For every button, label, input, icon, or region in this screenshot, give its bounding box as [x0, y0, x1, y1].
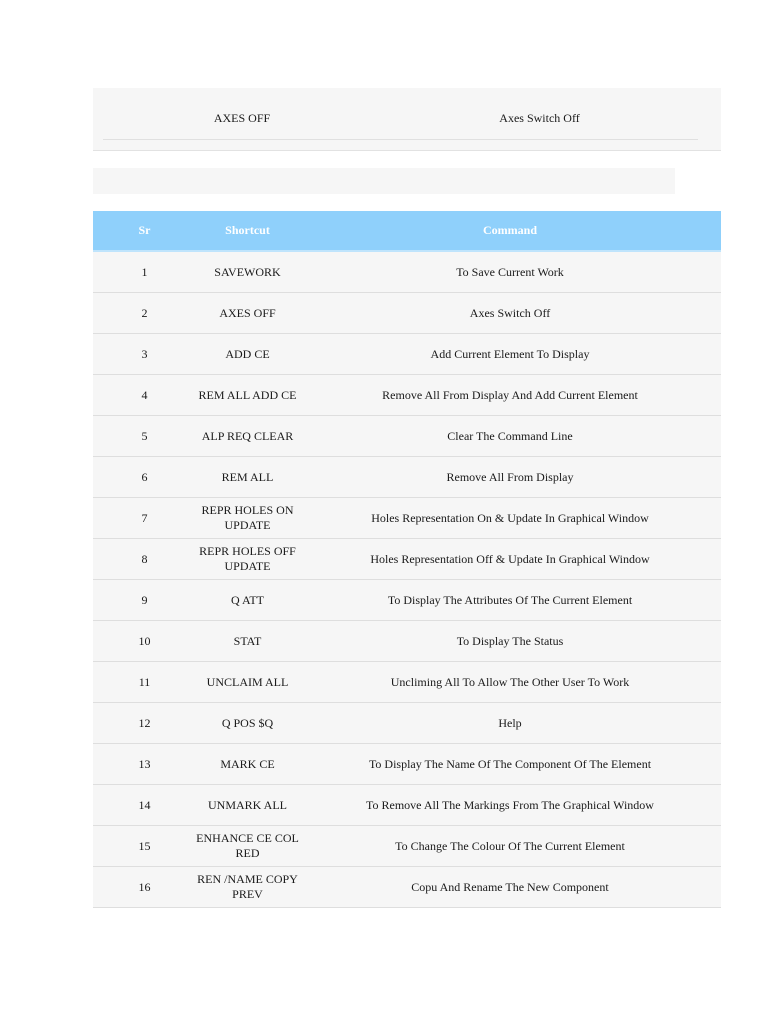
sr-cell: 15 — [93, 826, 196, 867]
sr-cell: 1 — [93, 251, 196, 293]
table-row — [93, 293, 721, 334]
table-row — [93, 785, 721, 826]
shortcut-cell: UNCLAIM ALL — [196, 662, 299, 703]
table-row — [93, 580, 721, 621]
sr-cell: 14 — [93, 785, 196, 826]
command-cell: Add Current Element To Display — [299, 334, 721, 375]
shortcut-cell: AXES OFF — [213, 111, 271, 125]
table-row — [93, 539, 721, 580]
table-header — [93, 211, 721, 251]
sr-cell: 7 — [93, 498, 196, 539]
table-row — [93, 457, 721, 498]
command-cell: To Remove All The Markings From The Graphical Window — [299, 785, 721, 826]
table-row — [103, 88, 698, 140]
shortcut-cell: SAVEWORK — [196, 251, 299, 293]
table-row — [93, 621, 721, 662]
shortcut-cell: Q POS $Q — [196, 703, 299, 744]
header-sr: Sr — [93, 211, 196, 251]
command-cell: Uncliming All To Allow The Other User To Work — [299, 662, 721, 703]
header-shortcut: Shortcut — [196, 211, 299, 251]
sr-cell: 2 — [93, 293, 196, 334]
sr-cell: 9 — [93, 580, 196, 621]
command-cell: Copu And Rename The New Component — [299, 867, 721, 908]
sr-cell: 11 — [93, 662, 196, 703]
table-row — [93, 375, 721, 416]
command-cell: To Display The Name Of The Component Of The Element — [299, 744, 721, 785]
shortcut-cell: MARK CE — [196, 744, 299, 785]
shortcut-cell: ALP REQ CLEAR — [196, 416, 299, 457]
shortcut-cell: REPR HOLES ON UPDATE — [196, 498, 299, 539]
header-command: Command — [299, 211, 721, 251]
table-row — [93, 703, 721, 744]
shortcut-cell: ENHANCE CE COL RED — [196, 826, 299, 867]
sr-cell: 4 — [93, 375, 196, 416]
sr-cell: 10 — [93, 621, 196, 662]
command-cell: Remove All From Display — [299, 457, 721, 498]
table-row — [93, 662, 721, 703]
header-row — [93, 211, 721, 251]
spacer-bar — [93, 168, 675, 194]
command-cell: Axes Switch Off — [499, 111, 580, 125]
sr-cell: 12 — [93, 703, 196, 744]
shortcut-cell: REM ALL — [196, 457, 299, 498]
shortcut-cell: UNMARK ALL — [196, 785, 299, 826]
table-row — [93, 416, 721, 457]
shortcut-cell: AXES OFF — [196, 293, 299, 334]
shortcut-cell: REPR HOLES OFF UPDATE — [196, 539, 299, 580]
sr-cell: 5 — [93, 416, 196, 457]
command-cell: Remove All From Display And Add Current Element — [299, 375, 721, 416]
previous-table-fragment — [93, 88, 721, 151]
sr-cell: 6 — [93, 457, 196, 498]
shortcut-cell: REM ALL ADD CE — [196, 375, 299, 416]
table-row — [93, 744, 721, 785]
sr-cell: 16 — [93, 867, 196, 908]
sr-cell: 8 — [93, 539, 196, 580]
sr-cell: 3 — [93, 334, 196, 375]
command-cell: To Display The Attributes Of The Current Element — [299, 580, 721, 621]
command-cell: Axes Switch Off — [299, 293, 721, 334]
command-cell: Clear The Command Line — [299, 416, 721, 457]
shortcut-cell: STAT — [196, 621, 299, 662]
command-cell: To Save Current Work — [299, 251, 721, 293]
table-row — [93, 826, 721, 867]
table-row — [93, 867, 721, 908]
table-body — [93, 251, 721, 908]
table-row — [93, 334, 721, 375]
shortcut-cell: ADD CE — [196, 334, 299, 375]
table-row — [93, 498, 721, 539]
shortcut-table — [93, 211, 721, 908]
table-row — [93, 251, 721, 293]
command-cell: To Display The Status — [299, 621, 721, 662]
shortcut-cell: Q ATT — [196, 580, 299, 621]
command-cell: To Change The Colour Of The Current Element — [299, 826, 721, 867]
sr-cell: 13 — [93, 744, 196, 785]
shortcut-cell: REN /NAME COPY PREV — [196, 867, 299, 908]
command-cell: Holes Representation On & Update In Graphical Window — [299, 498, 721, 539]
command-cell: Help — [299, 703, 721, 744]
command-cell: Holes Representation Off & Update In Graphical Window — [299, 539, 721, 580]
